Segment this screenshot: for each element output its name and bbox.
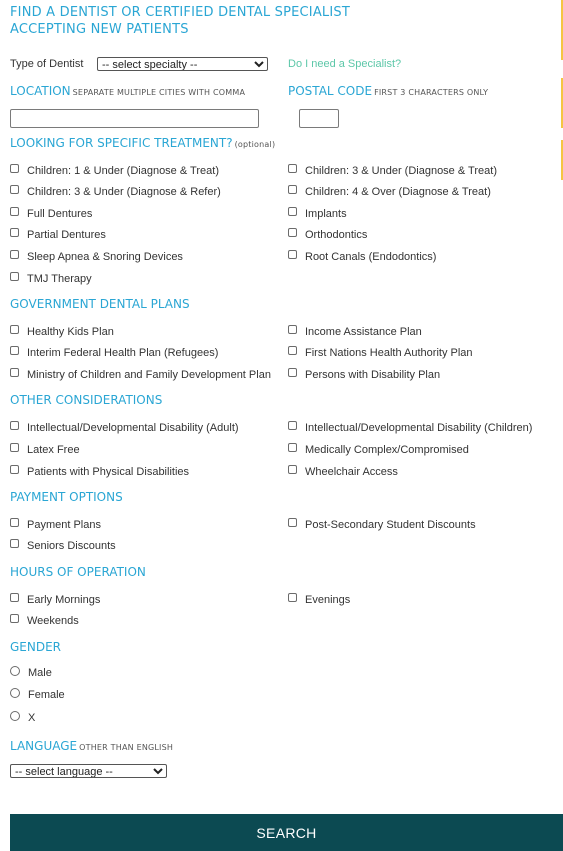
treatment-option[interactable] [288,228,367,242]
government-plan-label: Income Assistance Plan [305,326,422,338]
government-plan-option[interactable] [10,346,218,360]
checkbox[interactable] [10,272,19,281]
location-input[interactable] [10,109,259,128]
consideration-option[interactable] [10,421,239,435]
checkbox[interactable] [10,346,19,355]
treatment-option-label: Sleep Apnea & Snoring Devices [27,251,183,263]
consideration-option[interactable] [288,465,398,479]
treatment-option[interactable] [288,207,347,221]
checkbox[interactable] [10,593,19,602]
checkbox[interactable] [10,539,19,548]
language-note: OTHER THAN ENGLISH [79,743,174,752]
treatment-heading-text: LOOKING FOR SPECIFIC TREATMENT? [10,136,233,150]
checkbox[interactable] [10,325,19,334]
government-plan-option[interactable] [288,368,440,382]
treatment-option-label: Full Dentures [27,208,93,220]
checkbox[interactable] [288,443,297,452]
specialty-select[interactable] [97,57,268,71]
government-plans-heading: GOVERNMENT DENTAL PLANS [10,297,190,311]
gender-option[interactable] [10,688,65,702]
checkbox[interactable] [288,368,297,377]
page-title-line1: FIND A DENTIST OR CERTIFIED DENTAL SPECIALIST [10,5,350,20]
checkbox[interactable] [10,421,19,430]
gender-option-label: Male [28,667,52,679]
gender-option-label: X [28,712,36,724]
radio-button[interactable] [10,666,20,676]
location-heading-text: LOCATION [10,84,71,98]
consideration-option[interactable] [10,465,189,479]
hours-option-label: Weekends [27,615,79,627]
page-title [10,4,350,38]
checkbox[interactable] [288,518,297,527]
payment-option-label: Seniors Discounts [27,540,116,552]
checkbox[interactable] [288,250,297,259]
consideration-label: Wheelchair Access [305,466,398,478]
hours-option[interactable] [10,614,79,628]
checkbox[interactable] [10,465,19,474]
language-heading-text: LANGUAGE [10,739,78,753]
checkbox[interactable] [10,185,19,194]
language-heading [10,739,173,753]
gender-option-label: Female [28,689,65,701]
location-heading [10,84,245,98]
other-considerations-heading: OTHER CONSIDERATIONS [10,393,163,407]
treatment-option[interactable] [288,185,491,199]
checkbox[interactable] [10,164,19,173]
government-plan-label: First Nations Health Authority Plan [305,347,473,359]
treatment-option[interactable] [288,164,497,178]
treatment-option[interactable] [10,250,183,264]
treatment-option-label: Orthodontics [305,229,368,241]
treatment-option-label: Children: 1 & Under (Diagnose & Treat) [27,165,219,177]
government-plan-option[interactable] [288,325,422,339]
treatment-option-label: Children: 3 & Under (Diagnose & Refer) [27,186,221,198]
checkbox[interactable] [288,465,297,474]
treatment-option-label: Partial Dentures [27,229,106,241]
hours-option-label: Early Mornings [27,594,101,606]
checkbox[interactable] [288,593,297,602]
government-plan-label: Persons with Disability Plan [305,369,441,381]
checkbox[interactable] [10,443,19,452]
checkbox[interactable] [10,518,19,527]
checkbox[interactable] [288,207,297,216]
postal-code-heading [288,84,488,98]
treatment-option[interactable] [288,250,436,264]
checkbox[interactable] [288,185,297,194]
treatment-optional-note: (optional) [234,140,276,149]
treatment-option[interactable] [10,272,92,286]
consideration-option[interactable] [288,443,469,457]
gender-heading: GENDER [10,640,62,654]
checkbox[interactable] [288,228,297,237]
consideration-label: Latex Free [27,444,80,456]
consideration-option[interactable] [10,443,80,457]
hours-option[interactable] [10,593,100,607]
checkbox[interactable] [10,228,19,237]
need-specialist-link[interactable]: Do I need a Specialist? [288,58,402,70]
government-plan-label: Ministry of Children and Family Development Plan [27,369,271,381]
postal-code-heading-text: POSTAL CODE [288,84,373,98]
government-plan-label: Healthy Kids Plan [27,326,114,338]
checkbox[interactable] [288,421,297,430]
government-plan-option[interactable] [10,325,114,339]
consideration-option[interactable] [288,421,532,435]
checkbox[interactable] [288,346,297,355]
payment-option[interactable] [288,518,476,532]
treatment-option-label: Children: 4 & Over (Diagnose & Treat) [305,186,491,198]
government-plan-label: Interim Federal Health Plan (Refugees) [27,347,219,359]
checkbox[interactable] [10,368,19,377]
location-note: SEPARATE MULTIPLE CITIES WITH COMMA [72,88,246,97]
radio-button[interactable] [10,711,20,721]
payment-option-label: Payment Plans [27,519,101,531]
postal-code-note: FIRST 3 CHARACTERS ONLY [374,88,489,97]
page-title-line2: ACCEPTING NEW PATIENTS [10,22,189,37]
language-select[interactable] [10,764,167,778]
search-button[interactable]: SEARCH [10,814,563,851]
treatment-option-label: TMJ Therapy [27,273,92,285]
payment-option-label: Post-Secondary Student Discounts [305,519,476,531]
consideration-label: Medically Complex/Compromised [305,444,469,456]
payment-option[interactable] [10,518,101,532]
payment-option[interactable] [10,539,116,553]
gender-option[interactable] [10,666,52,680]
treatment-option-label: Root Canals (Endodontics) [305,251,437,263]
treatment-option-label: Children: 3 & Under (Diagnose & Treat) [305,165,497,177]
hours-option-label: Evenings [305,594,351,606]
checkbox[interactable] [10,250,19,259]
consideration-label: Patients with Physical Disabilities [27,466,190,478]
radio-button[interactable] [10,688,20,698]
treatment-option[interactable] [10,228,106,242]
treatment-option[interactable] [10,185,221,199]
treatment-heading [10,136,275,150]
checkbox[interactable] [288,164,297,173]
gender-option[interactable] [10,711,35,725]
hours-heading: HOURS OF OPERATION [10,565,146,579]
checkbox[interactable] [10,207,19,216]
government-plan-option[interactable] [10,368,271,382]
consideration-label: Intellectual/Developmental Disability (Children) [305,422,533,434]
government-plan-option[interactable] [288,346,473,360]
checkbox[interactable] [288,325,297,334]
postal-code-input[interactable] [299,109,339,128]
consideration-label: Intellectual/Developmental Disability (Adult) [27,422,239,434]
checkbox[interactable] [10,614,19,623]
payment-options-heading: PAYMENT OPTIONS [10,490,123,504]
treatment-option-label: Implants [305,208,347,220]
dentist-type-label: Type of Dentist [10,58,84,70]
hours-option[interactable] [288,593,350,607]
treatment-option[interactable] [10,164,219,178]
treatment-option[interactable] [10,207,92,221]
